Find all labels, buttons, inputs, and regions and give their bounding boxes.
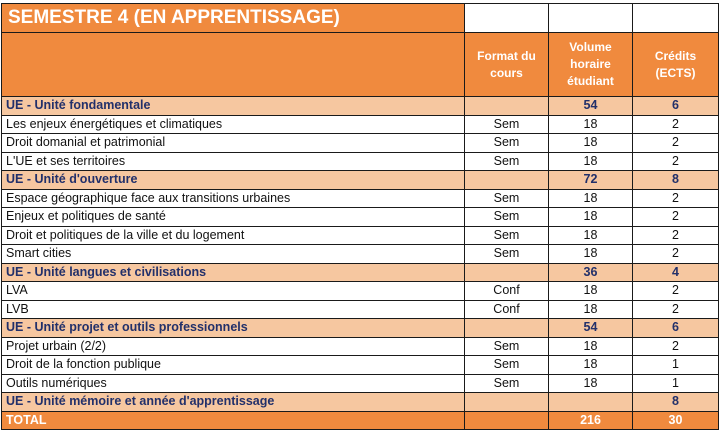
header-volume: Volume horaire étudiant	[549, 33, 633, 97]
course-row	[2, 134, 719, 153]
row-format: Sem	[465, 356, 549, 375]
row-volume	[549, 393, 633, 412]
row-volume: 18	[549, 208, 633, 227]
row-format: Sem	[465, 245, 549, 264]
row-format: Sem	[465, 208, 549, 227]
row-volume: 18	[549, 189, 633, 208]
row-credits: 2	[633, 226, 719, 245]
header-row	[2, 33, 719, 97]
row-format	[465, 411, 549, 430]
row-label: LVB	[2, 300, 465, 319]
semester-table	[1, 3, 719, 430]
row-label: Droit de la fonction publique	[2, 356, 465, 375]
course-row	[2, 300, 719, 319]
row-format: Sem	[465, 134, 549, 153]
ue-row	[2, 171, 719, 190]
course-row	[2, 152, 719, 171]
row-volume: 18	[549, 245, 633, 264]
title-blank-cell	[465, 4, 549, 33]
row-label: Droit domanial et patrimonial	[2, 134, 465, 153]
row-credits: 6	[633, 319, 719, 338]
row-label: UE - Unité projet et outils professionnels	[2, 319, 465, 338]
ue-row	[2, 393, 719, 412]
row-volume: 18	[549, 152, 633, 171]
row-volume: 18	[549, 226, 633, 245]
row-label: UE - Unité d'ouverture	[2, 171, 465, 190]
row-volume: 18	[549, 300, 633, 319]
row-label: Les enjeux énergétiques et climatiques	[2, 115, 465, 134]
row-format	[465, 393, 549, 412]
row-volume: 36	[549, 263, 633, 282]
row-label: Smart cities	[2, 245, 465, 264]
total-row	[2, 411, 719, 430]
row-label: L'UE et ses territoires	[2, 152, 465, 171]
row-label: Enjeux et politiques de santé	[2, 208, 465, 227]
row-volume: 18	[549, 337, 633, 356]
ue-row	[2, 263, 719, 282]
row-credits: 2	[633, 115, 719, 134]
row-credits: 30	[633, 411, 719, 430]
row-label: Droit et politiques de la ville et du logement	[2, 226, 465, 245]
row-volume: 18	[549, 134, 633, 153]
row-label: UE - Unité mémoire et année d'apprentissage	[2, 393, 465, 412]
header-empty-cell	[2, 33, 465, 97]
header-credits: Crédits (ECTS)	[633, 33, 719, 97]
row-format: Sem	[465, 189, 549, 208]
row-credits: 2	[633, 282, 719, 301]
ue-row	[2, 97, 719, 116]
row-credits: 6	[633, 97, 719, 116]
row-volume: 18	[549, 115, 633, 134]
row-format: Sem	[465, 226, 549, 245]
row-format: Conf	[465, 300, 549, 319]
row-format: Sem	[465, 374, 549, 393]
row-credits: 2	[633, 337, 719, 356]
row-credits: 2	[633, 245, 719, 264]
row-label: Espace géographique face aux transitions urbaines	[2, 189, 465, 208]
row-credits: 1	[633, 356, 719, 375]
row-credits: 2	[633, 189, 719, 208]
row-credits: 4	[633, 263, 719, 282]
course-row	[2, 356, 719, 375]
row-credits: 8	[633, 393, 719, 412]
row-volume: 18	[549, 374, 633, 393]
row-label: Outils numériques	[2, 374, 465, 393]
row-label: LVA	[2, 282, 465, 301]
row-format: Conf	[465, 282, 549, 301]
row-credits: 2	[633, 152, 719, 171]
course-row	[2, 189, 719, 208]
table-title: SEMESTRE 4 (EN APPRENTISSAGE)	[2, 4, 465, 33]
course-row	[2, 226, 719, 245]
course-row	[2, 115, 719, 134]
course-row	[2, 245, 719, 264]
row-format	[465, 263, 549, 282]
row-volume: 54	[549, 97, 633, 116]
row-volume: 18	[549, 282, 633, 301]
row-format	[465, 319, 549, 338]
row-label: TOTAL	[2, 411, 465, 430]
course-row	[2, 337, 719, 356]
title-blank-cell	[633, 4, 719, 33]
course-row	[2, 374, 719, 393]
title-blank-cell	[549, 4, 633, 33]
row-volume: 18	[549, 356, 633, 375]
row-format: Sem	[465, 152, 549, 171]
row-volume: 54	[549, 319, 633, 338]
row-format: Sem	[465, 337, 549, 356]
row-credits: 2	[633, 300, 719, 319]
course-row	[2, 282, 719, 301]
row-volume: 72	[549, 171, 633, 190]
row-credits: 1	[633, 374, 719, 393]
row-credits: 2	[633, 208, 719, 227]
row-credits: 2	[633, 134, 719, 153]
row-volume: 216	[549, 411, 633, 430]
row-format	[465, 171, 549, 190]
row-label: UE - Unité langues et civilisations	[2, 263, 465, 282]
row-format: Sem	[465, 115, 549, 134]
title-row	[2, 4, 719, 33]
row-label: UE - Unité fondamentale	[2, 97, 465, 116]
row-credits: 8	[633, 171, 719, 190]
ue-row	[2, 319, 719, 338]
row-label: Projet urbain (2/2)	[2, 337, 465, 356]
course-row	[2, 208, 719, 227]
row-format	[465, 97, 549, 116]
curriculum-table-container	[1, 3, 718, 430]
header-format: Format du cours	[465, 33, 549, 97]
table-body	[2, 97, 719, 430]
